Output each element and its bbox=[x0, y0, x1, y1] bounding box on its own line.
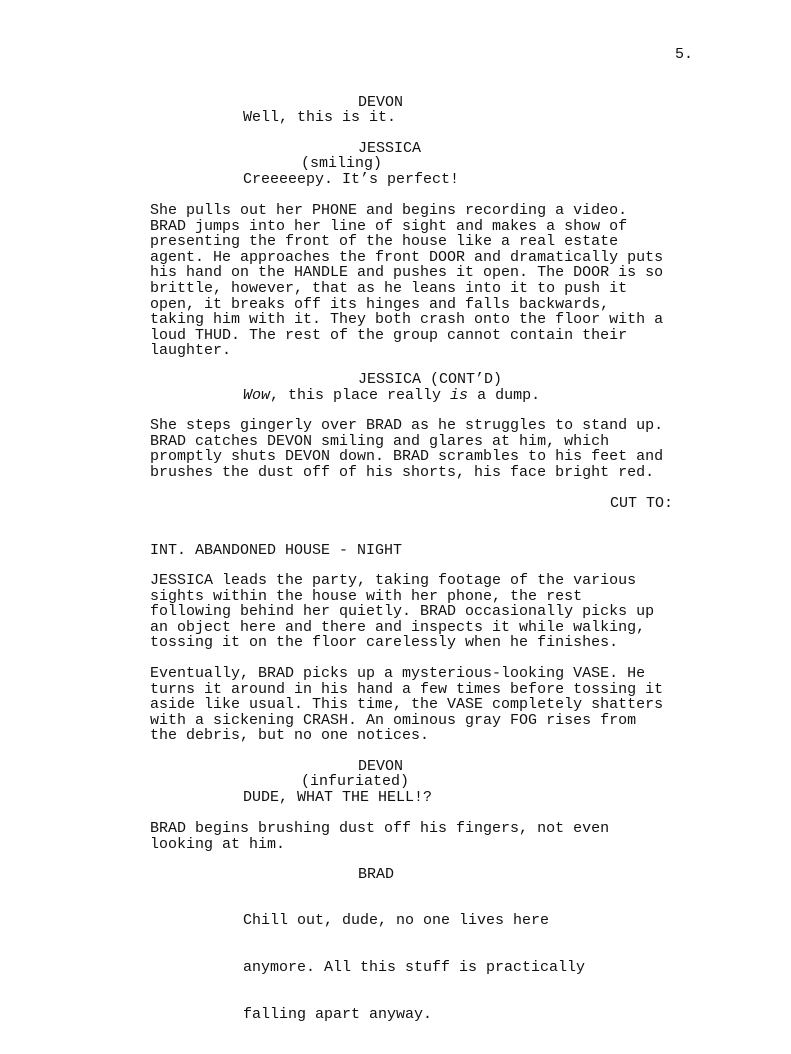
dialogue: Wow, this place really is a dump. bbox=[243, 387, 541, 404]
dialogue-line: Chill out, dude, no one lives here bbox=[243, 912, 550, 930]
action-block bbox=[150, 666, 675, 744]
action-line: tossing it on the floor carelessly when he finishes. bbox=[150, 634, 619, 652]
action-line: BRAD jumps into her line of sight and makes a show of bbox=[150, 217, 628, 235]
scene-heading: INT. ABANDONED HOUSE - NIGHT bbox=[150, 542, 403, 559]
action-block bbox=[150, 418, 675, 480]
action-line: brittle, however, that as he leans into it to push it bbox=[150, 279, 628, 297]
action-line: BRAD catches DEVON smiling and glares at him, which bbox=[150, 432, 610, 450]
transition: CUT TO: bbox=[610, 495, 674, 512]
action-line: JESSICA leads the party, taking footage of the various bbox=[150, 572, 637, 589]
action-block bbox=[150, 821, 675, 852]
dialogue: Well, this is it. bbox=[243, 109, 397, 126]
action-line: brushes the dust off of his shorts, his face bright red. bbox=[150, 463, 655, 481]
dialogue-line: anymore. All this stuff is practically bbox=[243, 958, 586, 976]
character-name: DEVON bbox=[358, 758, 404, 775]
action-line: turns it around in his hand a few times before tossing it bbox=[150, 680, 664, 698]
action-line: laughter. bbox=[150, 342, 232, 360]
action-line: presenting the front of the house like a real estate bbox=[150, 233, 619, 251]
emphasis: is bbox=[450, 387, 469, 404]
dialogue bbox=[243, 882, 585, 1054]
dialogue: Creeeeepy. It’s perfect! bbox=[243, 171, 460, 188]
action-line: She steps gingerly over BRAD as he struggles to stand up. bbox=[150, 417, 664, 434]
character-name: JESSICA (CONT’D) bbox=[358, 371, 503, 388]
action-line: She pulls out her PHONE and begins recording a video. bbox=[150, 202, 628, 219]
action-line: BRAD begins brushing dust off his fingers, not even bbox=[150, 820, 610, 837]
action-line: with a sickening CRASH. An ominous gray FOG rises from bbox=[150, 711, 637, 729]
action-line: aside like usual. This time, the VASE completely shatters bbox=[150, 696, 664, 714]
parenthetical: (smiling) bbox=[301, 155, 383, 172]
action-line: taking him with it. They both crash onto the floor with a bbox=[150, 311, 664, 329]
action-line: his hand on the HANDLE and pushes it open. The DOOR is so bbox=[150, 264, 664, 282]
action-line: looking at him. bbox=[150, 835, 286, 853]
emphasis: Wow bbox=[243, 387, 271, 404]
action-line: loud THUD. The rest of the group cannot contain their bbox=[150, 326, 628, 344]
action-line: Eventually, BRAD picks up a mysterious-looking VASE. He bbox=[150, 665, 646, 682]
action-line: sights within the house with her phone, the rest bbox=[150, 587, 583, 605]
action-block bbox=[150, 203, 675, 359]
action-line: following behind her quietly. BRAD occasionally picks up bbox=[150, 603, 655, 621]
page-number: 5. bbox=[675, 46, 694, 63]
character-name: JESSICA bbox=[358, 140, 422, 157]
dialogue-line: falling apart anyway. bbox=[243, 1005, 433, 1023]
action-line: open, it breaks off its hinges and falls backwards, bbox=[150, 295, 610, 313]
action-line: the debris, but no one notices. bbox=[150, 727, 430, 745]
action-line: an object here and there and inspects it while walking, bbox=[150, 618, 646, 636]
action-line: agent. He approaches the front DOOR and dramatically puts bbox=[150, 248, 664, 266]
action-block bbox=[150, 573, 675, 651]
parenthetical: (infuriated) bbox=[301, 773, 410, 790]
character-name: DEVON bbox=[358, 94, 404, 111]
action-line: promptly shuts DEVON down. BRAD scrambles to his feet and bbox=[150, 448, 664, 466]
character-name: BRAD bbox=[358, 866, 395, 883]
dialogue: DUDE, WHAT THE HELL!? bbox=[243, 789, 433, 806]
